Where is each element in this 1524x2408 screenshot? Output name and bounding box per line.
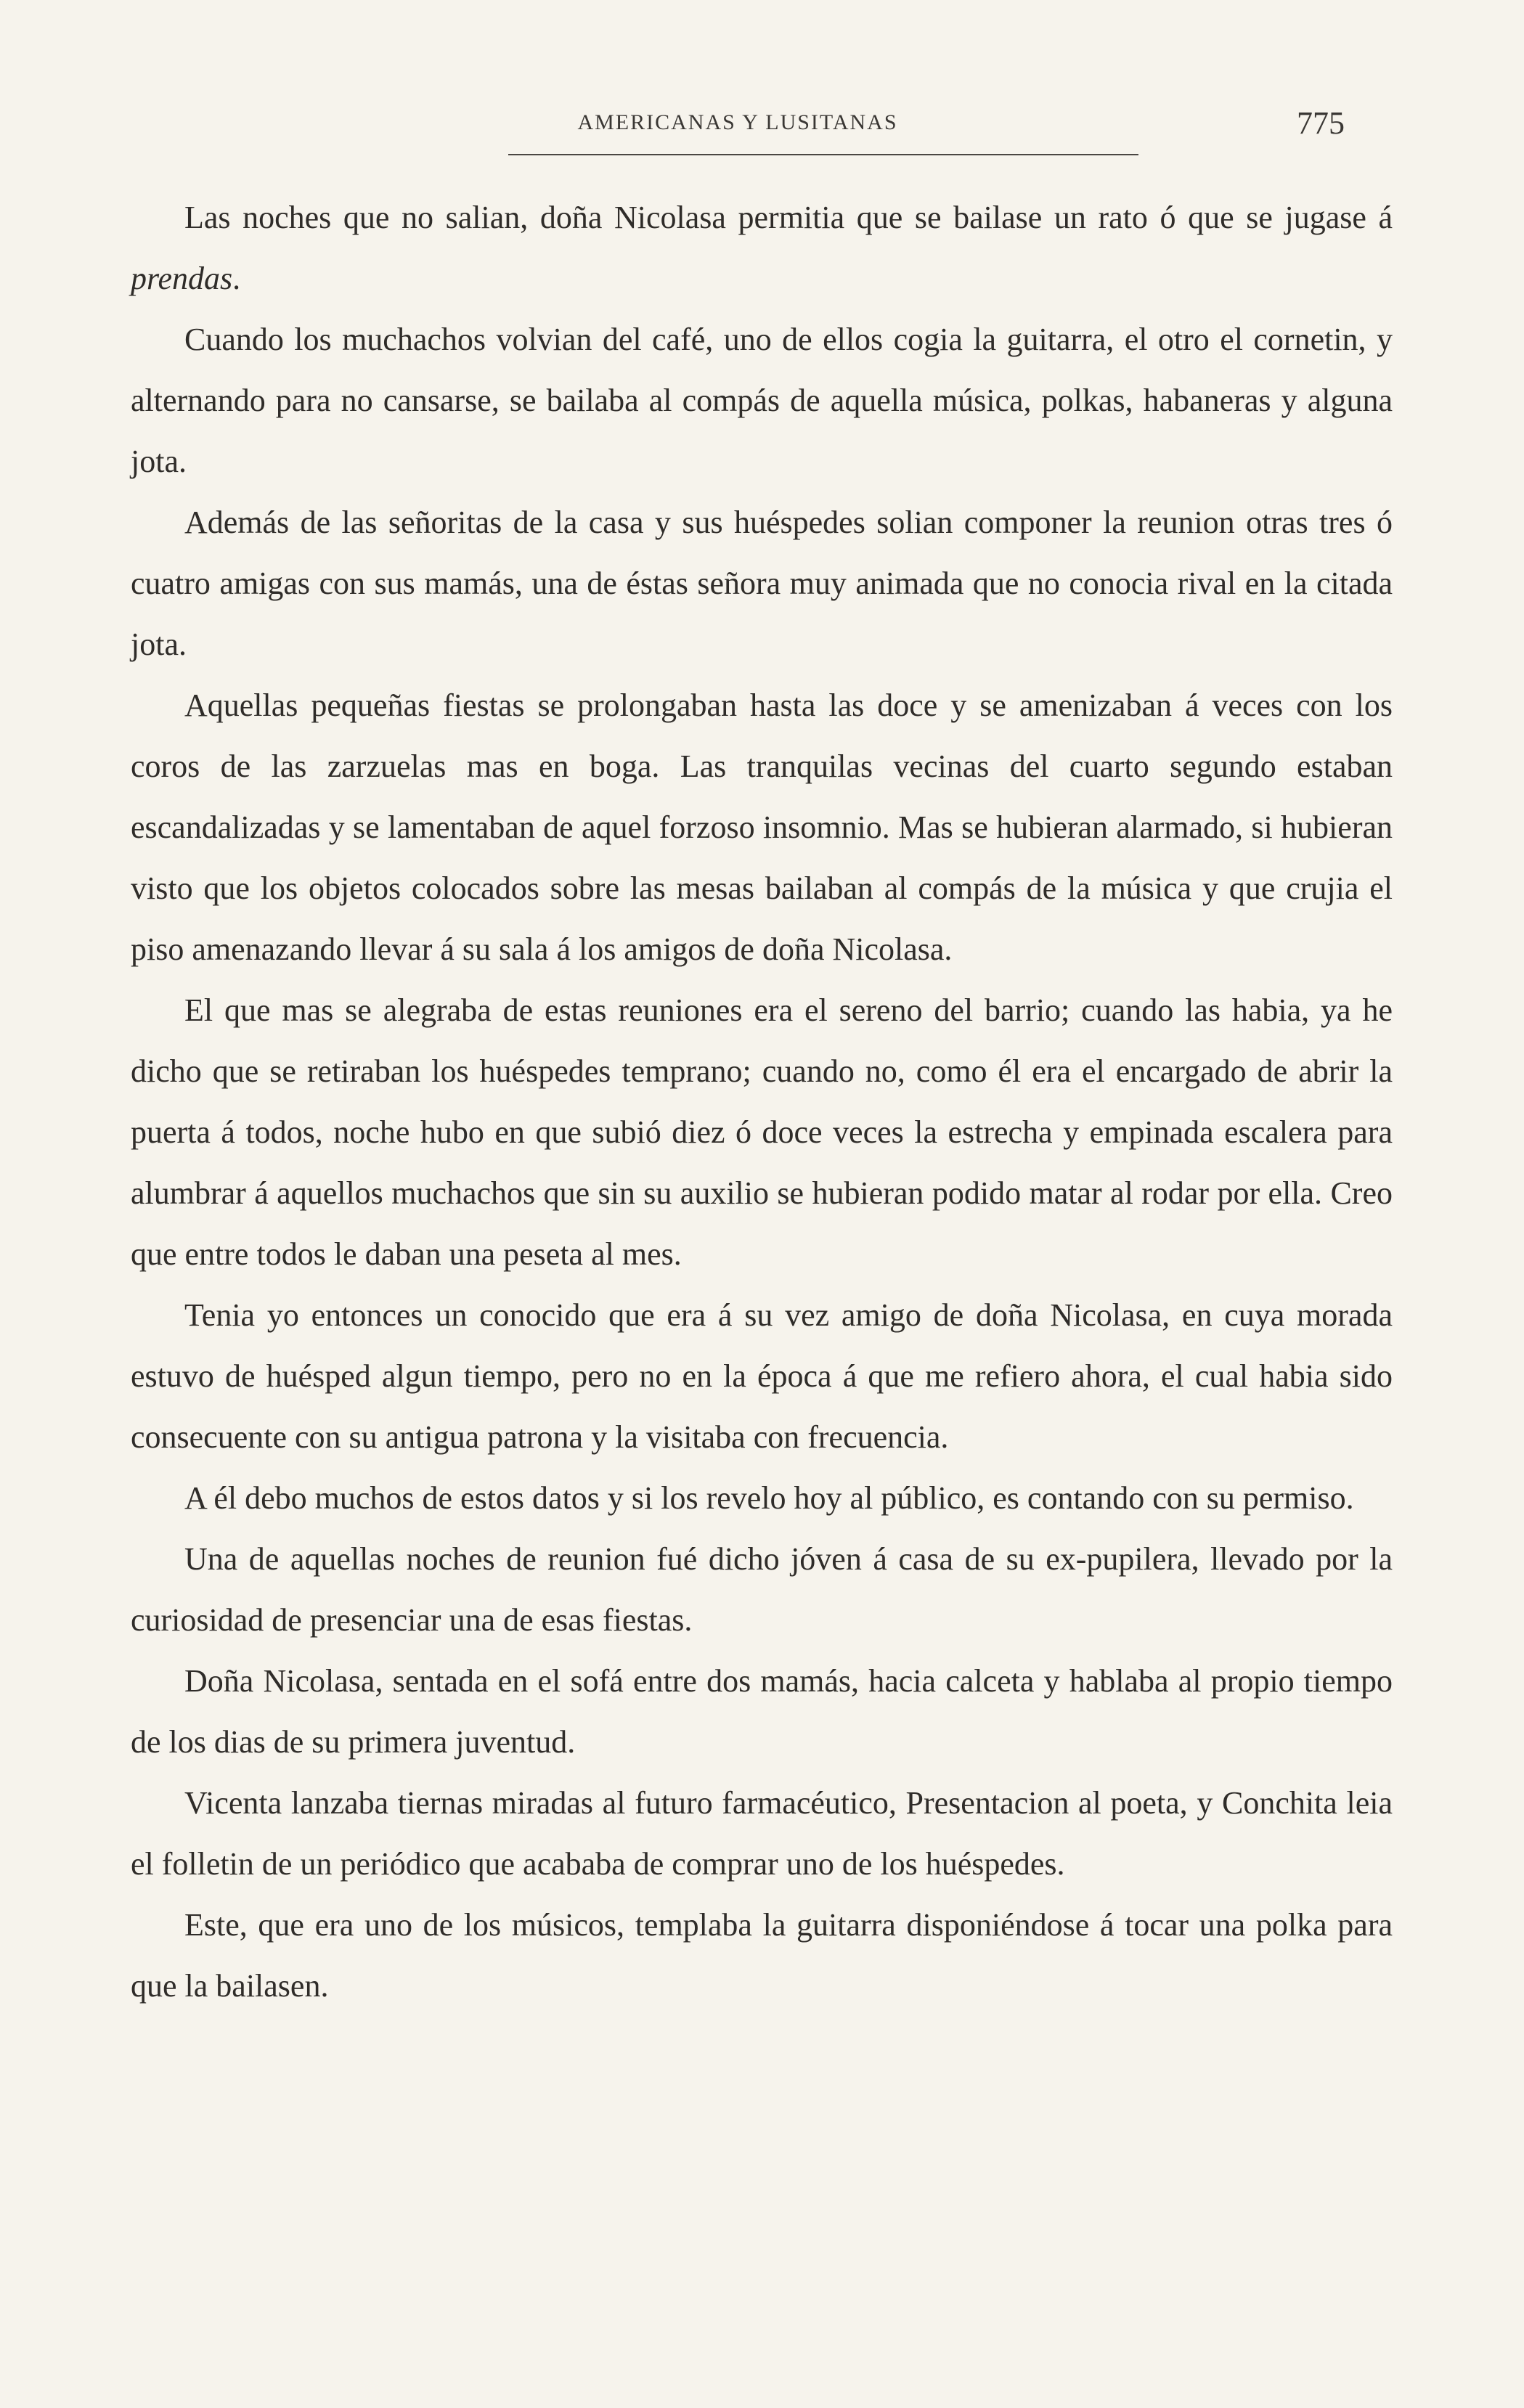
paragraph: Doña Nicolasa, sentada en el sofá entre dos mamás, hacia calceta y hablaba al propio tiempo de los dias de su primera juventud. (131, 1663, 1393, 1760)
page-header (131, 105, 1345, 161)
header-rule (508, 154, 1138, 155)
paragraph: Cuando los muchachos volvian del café, uno de ellos cogia la guitarra, el otro el cornetin, y alternando para no cansarse, se bailaba al compás de aquella música, polkas, habaneras y alguna jota. (131, 322, 1393, 479)
body-text (131, 187, 1393, 2017)
paragraph: El que mas se alegraba de estas reuniones era el sereno del barrio; cuando las habia, ya he dicho que se retiraban los huéspedes temprano; cuando no, como él era el encargado de abrir la puerta á todos, noche hubo en que subió diez ó doce veces la estrecha y empinada escalera para alumbrar á aquellos muchachos que sin su auxilio se hubieran podido matar al rodar por ella. Creo que entre todos le daban una peseta al mes. (131, 992, 1393, 1272)
paragraph: A él debo muchos de estos datos y si los revelo hoy al público, es contando con su permiso. (184, 1480, 1354, 1516)
paragraph: Aquellas pequeñas fiestas se prolongaban hasta las doce y se amenizaban á veces con los coros de las zarzuelas mas en boga. Las tranquilas vecinas del cuarto segundo estaban escandalizadas y se lamentaban de aquel forzoso insomnio. Mas se hubieran alarmado, si hubieran visto que los objetos colocados sobre las mesas bailaban al compás de la música y que crujia el piso amenazando llevar á su sala á los amigos de doña Nicolasa. (131, 687, 1393, 967)
paragraph: Además de las señoritas de la casa y sus huéspedes solian componer la reunion otras tres ó cuatro amigas con sus mamás, una de éstas señora muy animada que no conocia rival en la citada jota. (131, 505, 1393, 662)
paragraph (131, 187, 1393, 309)
page-number: 775 (1297, 105, 1345, 141)
paragraph-text: Las noches que no salian, doña Nicolasa permitia que se bailase un rato ó que se jugase á (184, 200, 1393, 235)
paragraph: Una de aquellas noches de reunion fué dicho jóven á casa de su ex-pupilera, llevado por la curiosidad de presenciar una de esas fiestas. (131, 1541, 1393, 1638)
paragraph: Tenia yo entonces un conocido que era á su vez amigo de doña Nicolasa, en cuya morada estuvo de huésped algun tiempo, pero no en la época á que me refiero ahora, el cual habia sido consecuente con su antigua patrona y la visitaba con frecuencia. (131, 1297, 1393, 1455)
paragraph-tail: . (232, 261, 241, 296)
running-head: AMERICANAS Y LUSITANAS (577, 110, 898, 134)
paragraph: Este, que era uno de los músicos, templaba la guitarra disponiéndose á tocar una polka para que la bailasen. (131, 1907, 1393, 2004)
paragraph: Vicenta lanzaba tiernas miradas al futuro farmacéutico, Presentacion al poeta, y Conchita leia el folletin de un periódico que acababa de comprar uno de los huéspedes. (131, 1785, 1393, 1882)
italic-word: prendas (131, 261, 233, 296)
